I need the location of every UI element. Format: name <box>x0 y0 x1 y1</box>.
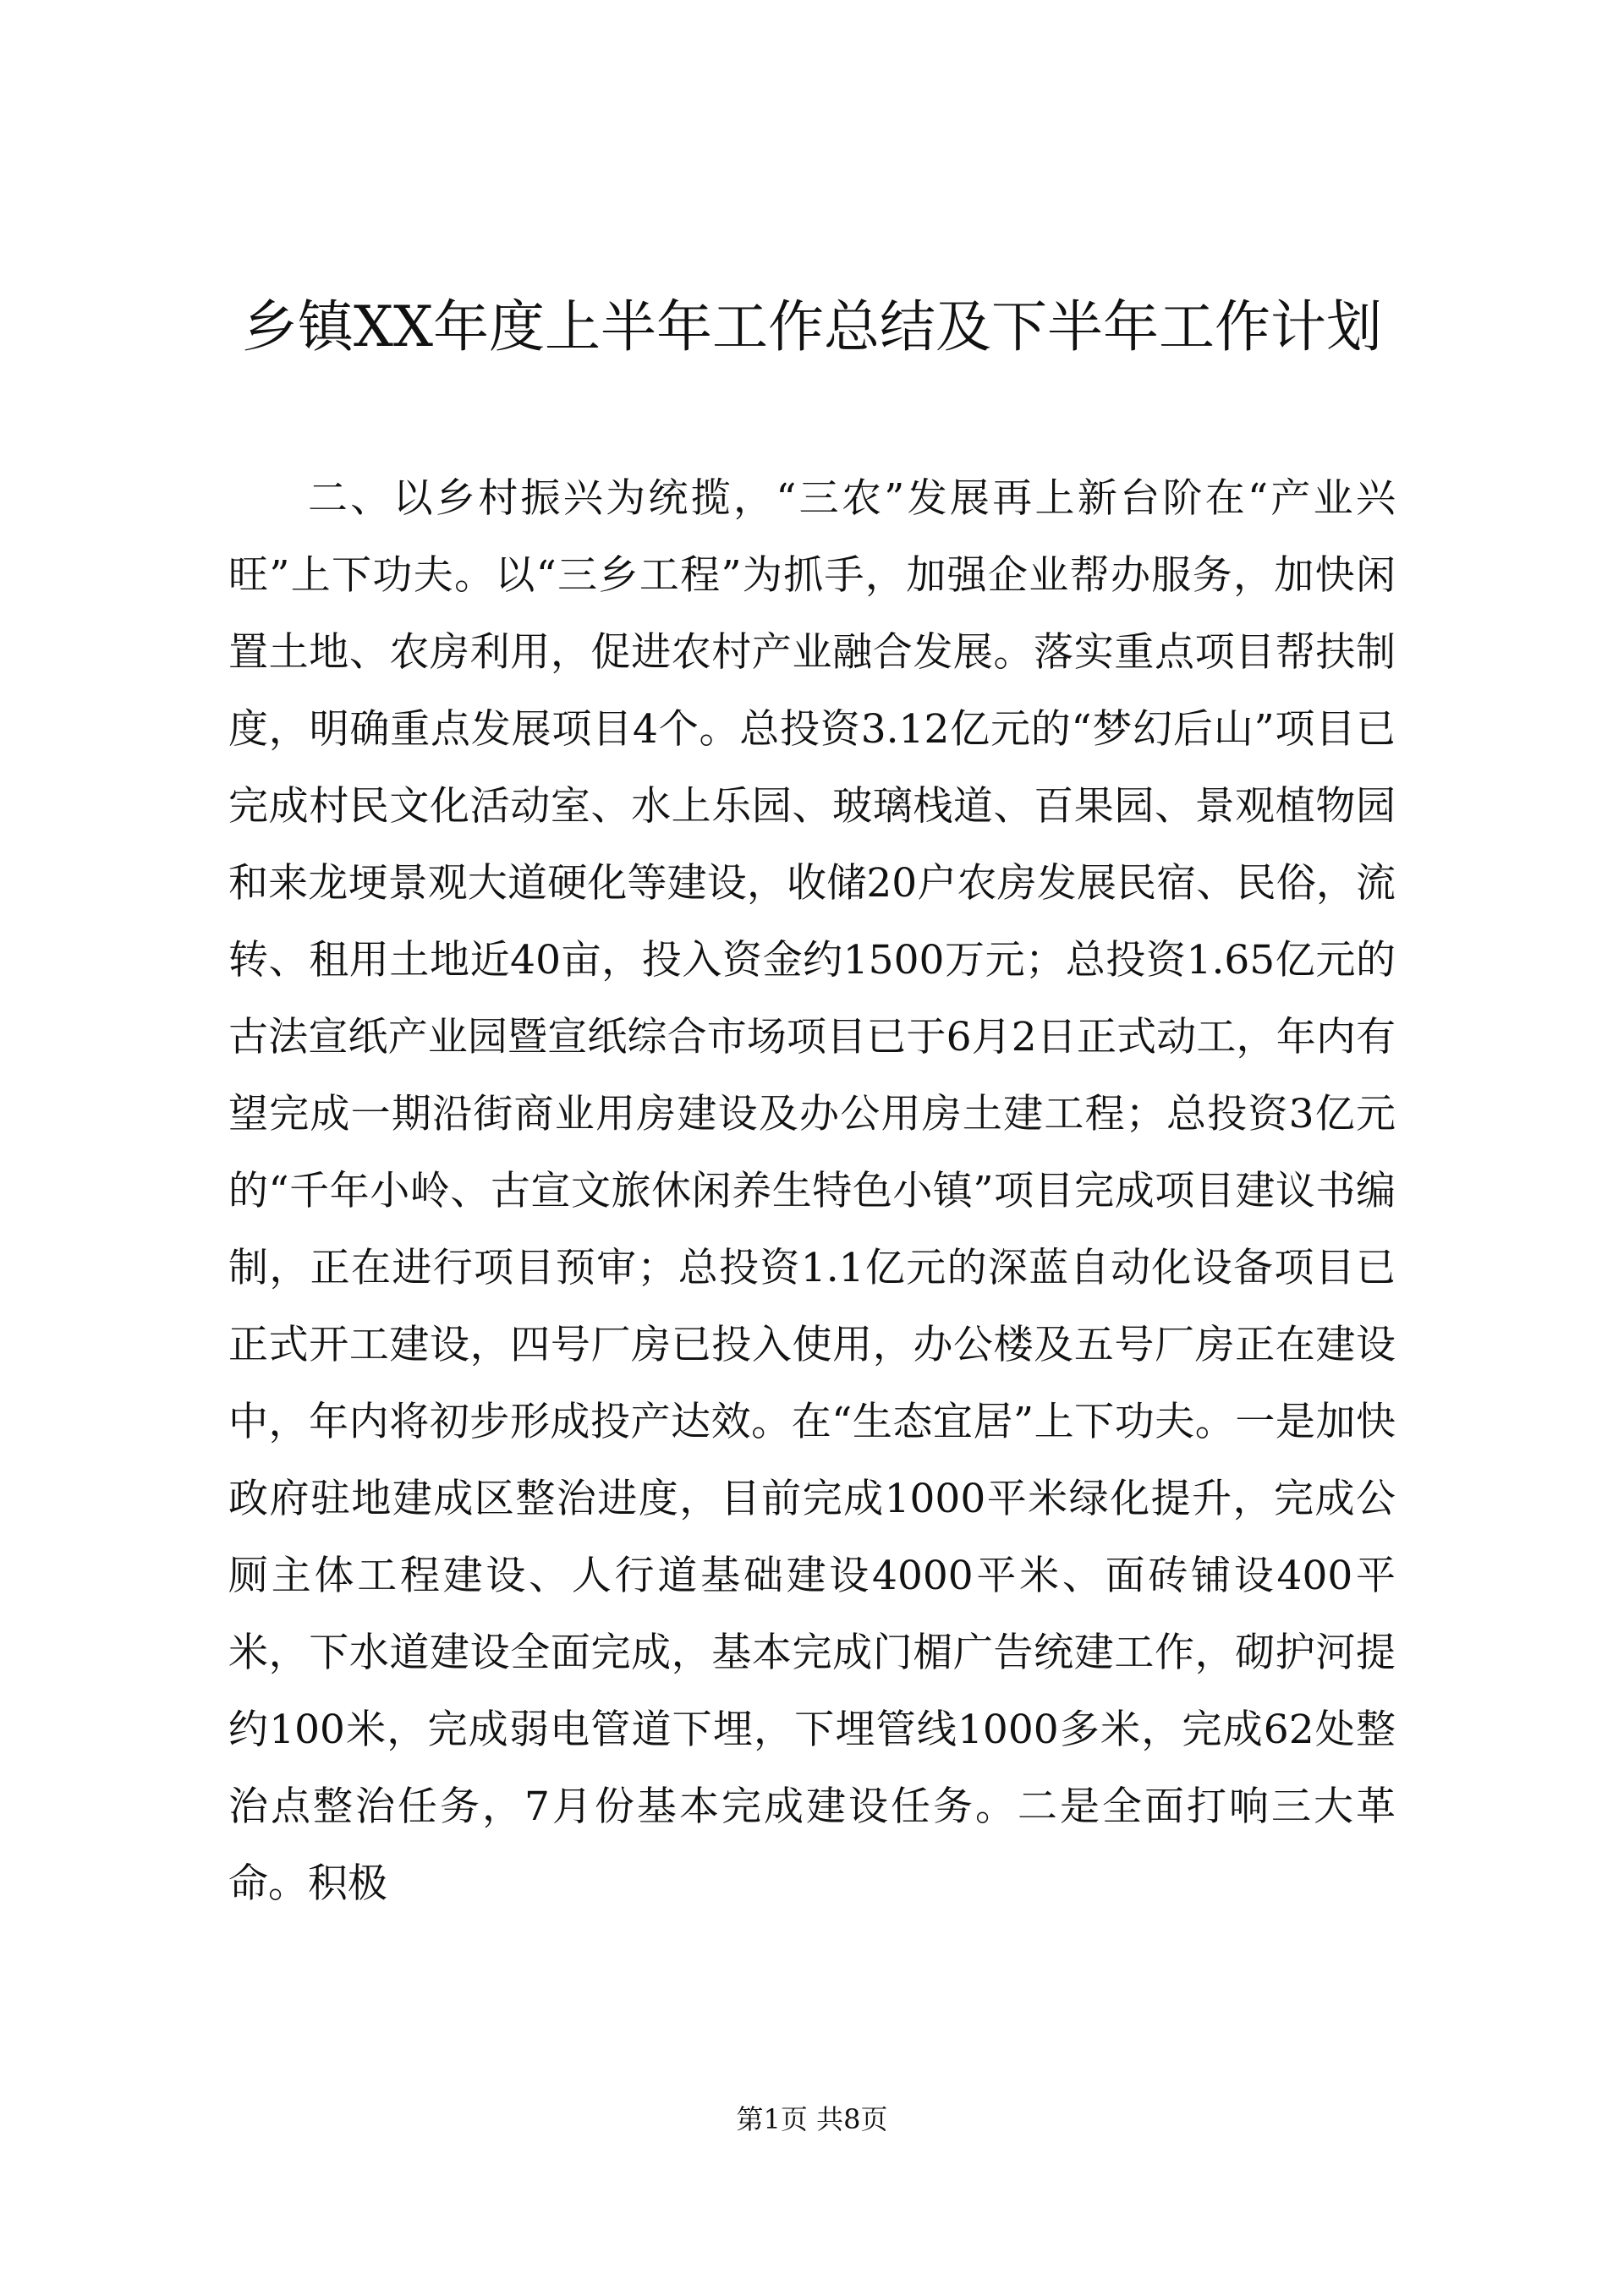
body-paragraph: 二、以乡村振兴为统揽，“三农”发展再上新台阶在“产业兴旺”上下功夫。以“三乡工程”为抓手，加强企业帮办服务，加快闲置土地、农房利用，促进农村产业融合发展。落实重点项目帮扶制度，明确重点发展项目4个。总投资3.12亿元的“梦幻后山”项目已完成村民文化活动室、水上乐园、玻璃栈道、百果园、景观植物园和来龙埂景观大道硬化等建设，收储20户农房发展民宿、民俗，流转、租用土地近40亩，投入资金约1500万元；总投资1.65亿元的古法宣纸产业园暨宣纸综合市场项目已于6月2日正式动工，年内有望完成一期沿街商业用房建设及办公用房土建工程；总投资3亿元的“千年小岭、古宣文旅休闲养生特色小镇”项目完成项目建议书编制，正在进行项目预审；总投资1.1亿元的深蓝自动化设备项目已正式开工建设，四号厂房已投入使用，办公楼及五号厂房正在建设中，年内将初步形成投产达效。在“生态宜居”上下功夫。一是加快政府驻地建成区整治进度，目前完成1000平米绿化提升，完成公厕主体工程建设、人行道基础建设4000平米、面砖铺设400平米，下水道建设全面完成，基本完成门楣广告统建工作，砌护河提约100米，完成弱电管道下埋，下埋管线1000多米，完成62处整治点整治任务，7月份基本完成建设任务。二是全面打响三大革命。积极 <box>228 475 1396 1907</box>
document-title: 乡镇XX年度上半年工作总结及下半年工作计划 <box>242 294 1382 359</box>
page-footer: 第1页 共8页 <box>736 2103 888 2135</box>
